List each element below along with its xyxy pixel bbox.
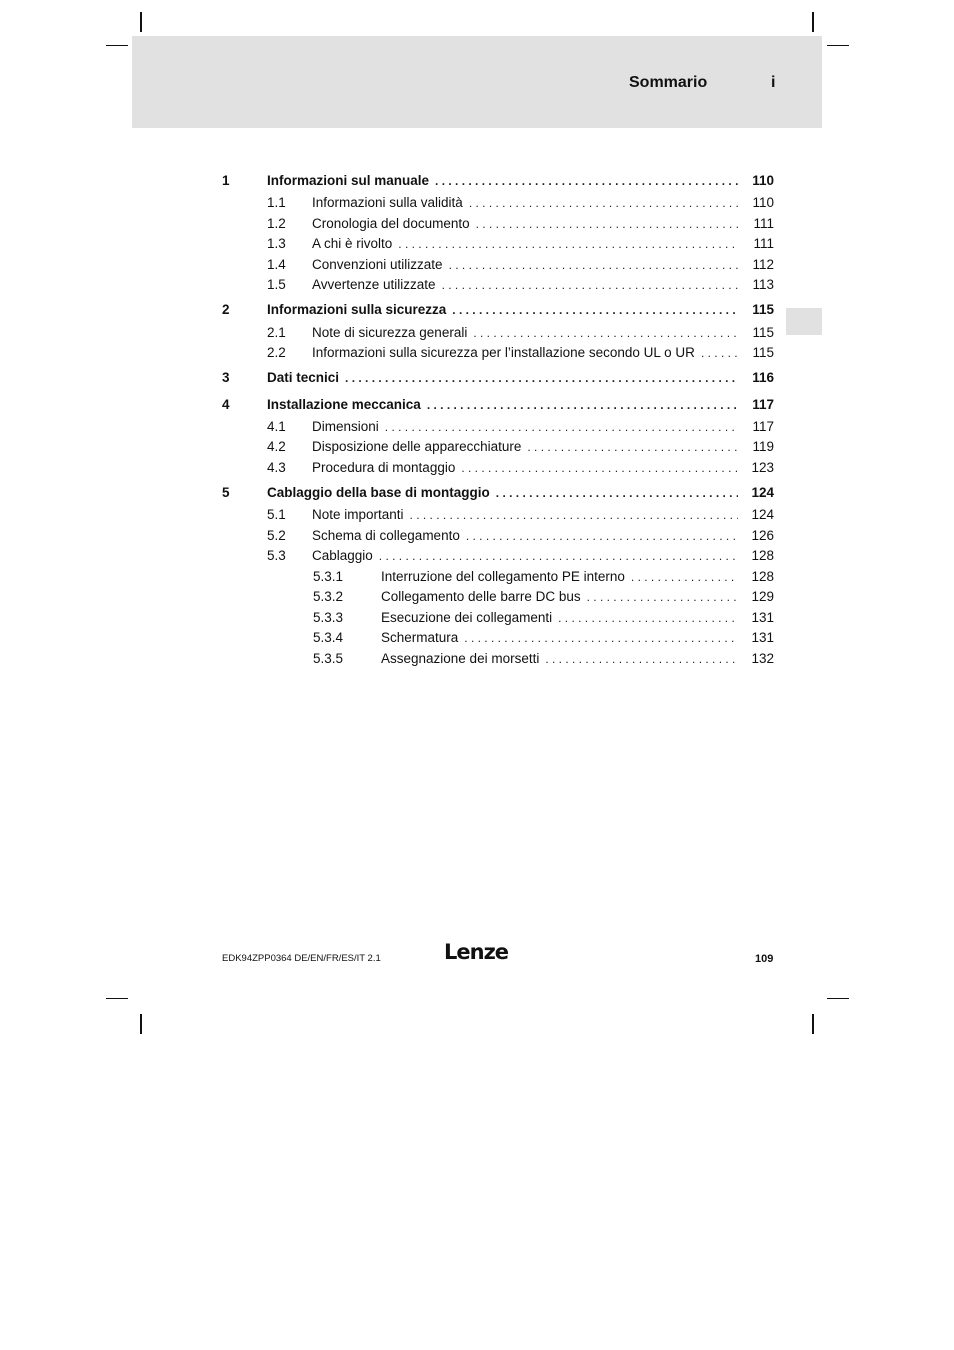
dot-leader (464, 629, 738, 647)
toc-entry-number: 1.2 (267, 216, 286, 231)
toc-entry[interactable] (222, 527, 774, 545)
toc-entry-number: 2.1 (267, 325, 286, 340)
toc-entry[interactable] (222, 588, 774, 606)
toc-entry-title: Interruzione del collegamento PE interno (381, 569, 625, 584)
toc-entry-number: 4.3 (267, 460, 286, 475)
dot-leader (427, 396, 738, 414)
dot-leader (442, 276, 738, 294)
page-title: Sommario (629, 74, 708, 91)
toc-entry-number: 5.3.3 (313, 610, 344, 625)
toc-entry-page: 112 (752, 257, 774, 272)
dot-leader (631, 568, 738, 586)
toc-entry-page: 132 (751, 651, 774, 666)
toc-entry-title: Assegnazione dei morsetti (381, 651, 540, 666)
toc-entry-number: 2.2 (267, 345, 286, 360)
dot-leader (587, 588, 738, 606)
toc-entry[interactable] (222, 276, 774, 294)
toc-entry-number: 2 (222, 302, 230, 317)
toc-entry-title: Avvertenze utilizzate (312, 277, 436, 292)
toc-entry-title: Installazione meccanica (267, 397, 421, 412)
toc-entry-page: 115 (752, 325, 774, 340)
toc-entry[interactable] (222, 369, 774, 387)
toc-entry-page: 128 (751, 548, 774, 563)
crop-mark (827, 998, 849, 999)
toc-entry-page: 117 (752, 419, 774, 434)
header-band (132, 36, 822, 128)
toc-entry-page: 119 (752, 439, 774, 454)
toc-entry-page: 123 (751, 460, 774, 475)
toc-entry-page: 113 (752, 277, 774, 292)
toc-entry-title: Disposizione delle apparecchiature (312, 439, 522, 454)
toc-entry[interactable] (222, 568, 774, 586)
toc-entry[interactable] (222, 301, 774, 319)
toc-entry[interactable] (222, 396, 774, 414)
toc-entry-page: 110 (752, 195, 774, 210)
info-section-icon: i (771, 74, 776, 91)
toc-entry-page: 111 (753, 236, 774, 251)
lenze-logo: Lenze (444, 940, 509, 964)
toc-entry-title: Dati tecnici (267, 370, 340, 385)
toc-entry[interactable] (222, 215, 774, 233)
dot-leader (545, 650, 738, 668)
toc-entry-number: 5.3.1 (313, 569, 344, 584)
toc-entry-number: 4 (222, 397, 230, 412)
toc-entry[interactable] (222, 459, 774, 477)
toc-entry[interactable] (222, 547, 774, 565)
toc-entry-page: 115 (752, 302, 774, 317)
toc-entry-number: 5.1 (267, 507, 286, 522)
toc-entry[interactable] (222, 324, 774, 342)
toc-entry-number: 4.2 (267, 439, 286, 454)
toc-entry-page: 111 (753, 216, 774, 231)
document-id: EDK94ZPP0364 DE/EN/FR/ES/IT 2.1 (222, 953, 381, 964)
toc-entry-title: Collegamento delle barre DC bus (381, 589, 581, 604)
crop-mark (140, 12, 142, 32)
crop-mark (106, 45, 128, 46)
toc-entry-title: Informazioni sul manuale (267, 173, 430, 188)
toc-entry-page: 124 (751, 485, 774, 500)
toc-entry-number: 4.1 (267, 419, 286, 434)
toc-entry-page: 115 (752, 345, 774, 360)
toc-entry[interactable] (222, 506, 774, 524)
dot-leader (379, 547, 738, 565)
toc-entry[interactable] (222, 344, 774, 362)
toc-entry[interactable] (222, 629, 774, 647)
toc-entry-title: Cablaggio della base di montaggio (267, 485, 490, 500)
toc-entry[interactable] (222, 172, 774, 190)
dot-leader (449, 256, 738, 274)
toc-entry-title: Schema di collegamento (312, 528, 460, 543)
page-number: 109 (755, 953, 774, 965)
dot-leader (701, 344, 738, 362)
toc-entry-number: 5.3 (267, 548, 286, 563)
toc-entry-page: 131 (751, 630, 774, 645)
toc-entry-title: Procedura di montaggio (312, 460, 456, 475)
toc-entry[interactable] (222, 235, 774, 253)
dot-leader (398, 235, 738, 253)
toc-entry-page: 110 (752, 173, 774, 188)
toc-entry-title: Informazioni sulla sicurezza (267, 302, 447, 317)
toc-entry-title: Convenzioni utilizzate (312, 257, 443, 272)
toc-entry-number: 1 (222, 173, 230, 188)
toc-entry-page: 116 (752, 370, 774, 385)
dot-leader (385, 418, 738, 436)
toc-entry[interactable] (222, 194, 774, 212)
dot-leader (435, 172, 738, 190)
toc-entry-number: 3 (222, 370, 230, 385)
toc-entry[interactable] (222, 438, 774, 456)
toc-entry-page: 124 (751, 507, 774, 522)
toc-entry-number: 1.5 (267, 277, 286, 292)
section-tab-marker (786, 308, 822, 335)
toc-entry[interactable] (222, 256, 774, 274)
dot-leader (527, 438, 738, 456)
toc-entry[interactable] (222, 609, 774, 627)
toc-entry-title: Informazioni sulla sicurezza per l’installazione secondo UL o UR (312, 345, 695, 360)
toc-entry-title: Schermatura (381, 630, 459, 645)
toc-entry-title: Cronologia del documento (312, 216, 470, 231)
toc-entry-page: 126 (751, 528, 774, 543)
toc-entry-title: Esecuzione dei collegamenti (381, 610, 553, 625)
toc-entry-title: Informazioni sulla validità (312, 195, 463, 210)
dot-leader (345, 369, 738, 387)
toc-entry[interactable] (222, 418, 774, 436)
dot-leader (466, 527, 738, 545)
toc-entry-number: 1.4 (267, 257, 286, 272)
crop-mark (812, 12, 814, 32)
dot-leader (410, 506, 738, 524)
toc-entry-number: 1.3 (267, 236, 286, 251)
toc-entry-page: 128 (751, 569, 774, 584)
crop-mark (812, 1014, 814, 1034)
toc-entry-number: 5.3.2 (313, 589, 344, 604)
toc-entry[interactable] (222, 484, 774, 502)
toc-entry-title: Cablaggio (312, 548, 373, 563)
toc-entry-number: 5.3.4 (313, 630, 344, 645)
toc-entry-title: A chi è rivolto (312, 236, 393, 251)
toc-entry-number: 1.1 (267, 195, 286, 210)
toc-entry-number: 5 (222, 485, 230, 500)
toc-entry-title: Note importanti (312, 507, 404, 522)
toc-entry-page: 117 (752, 397, 774, 412)
toc-entry-page: 129 (751, 589, 774, 604)
dot-leader (558, 609, 738, 627)
crop-mark (140, 1014, 142, 1034)
toc-entry-page: 131 (751, 610, 774, 625)
toc-entry[interactable] (222, 650, 774, 668)
toc-entry-number: 5.3.5 (313, 651, 344, 666)
dot-leader (461, 459, 738, 477)
dot-leader (496, 484, 738, 502)
dot-leader (473, 324, 738, 342)
toc-entry-number: 5.2 (267, 528, 286, 543)
crop-mark (106, 998, 128, 999)
crop-mark (827, 45, 849, 46)
toc-entry-title: Note di sicurezza generali (312, 325, 468, 340)
dot-leader (452, 301, 738, 319)
toc-entry-title: Dimensioni (312, 419, 379, 434)
dot-leader (476, 215, 738, 233)
dot-leader (469, 194, 738, 212)
